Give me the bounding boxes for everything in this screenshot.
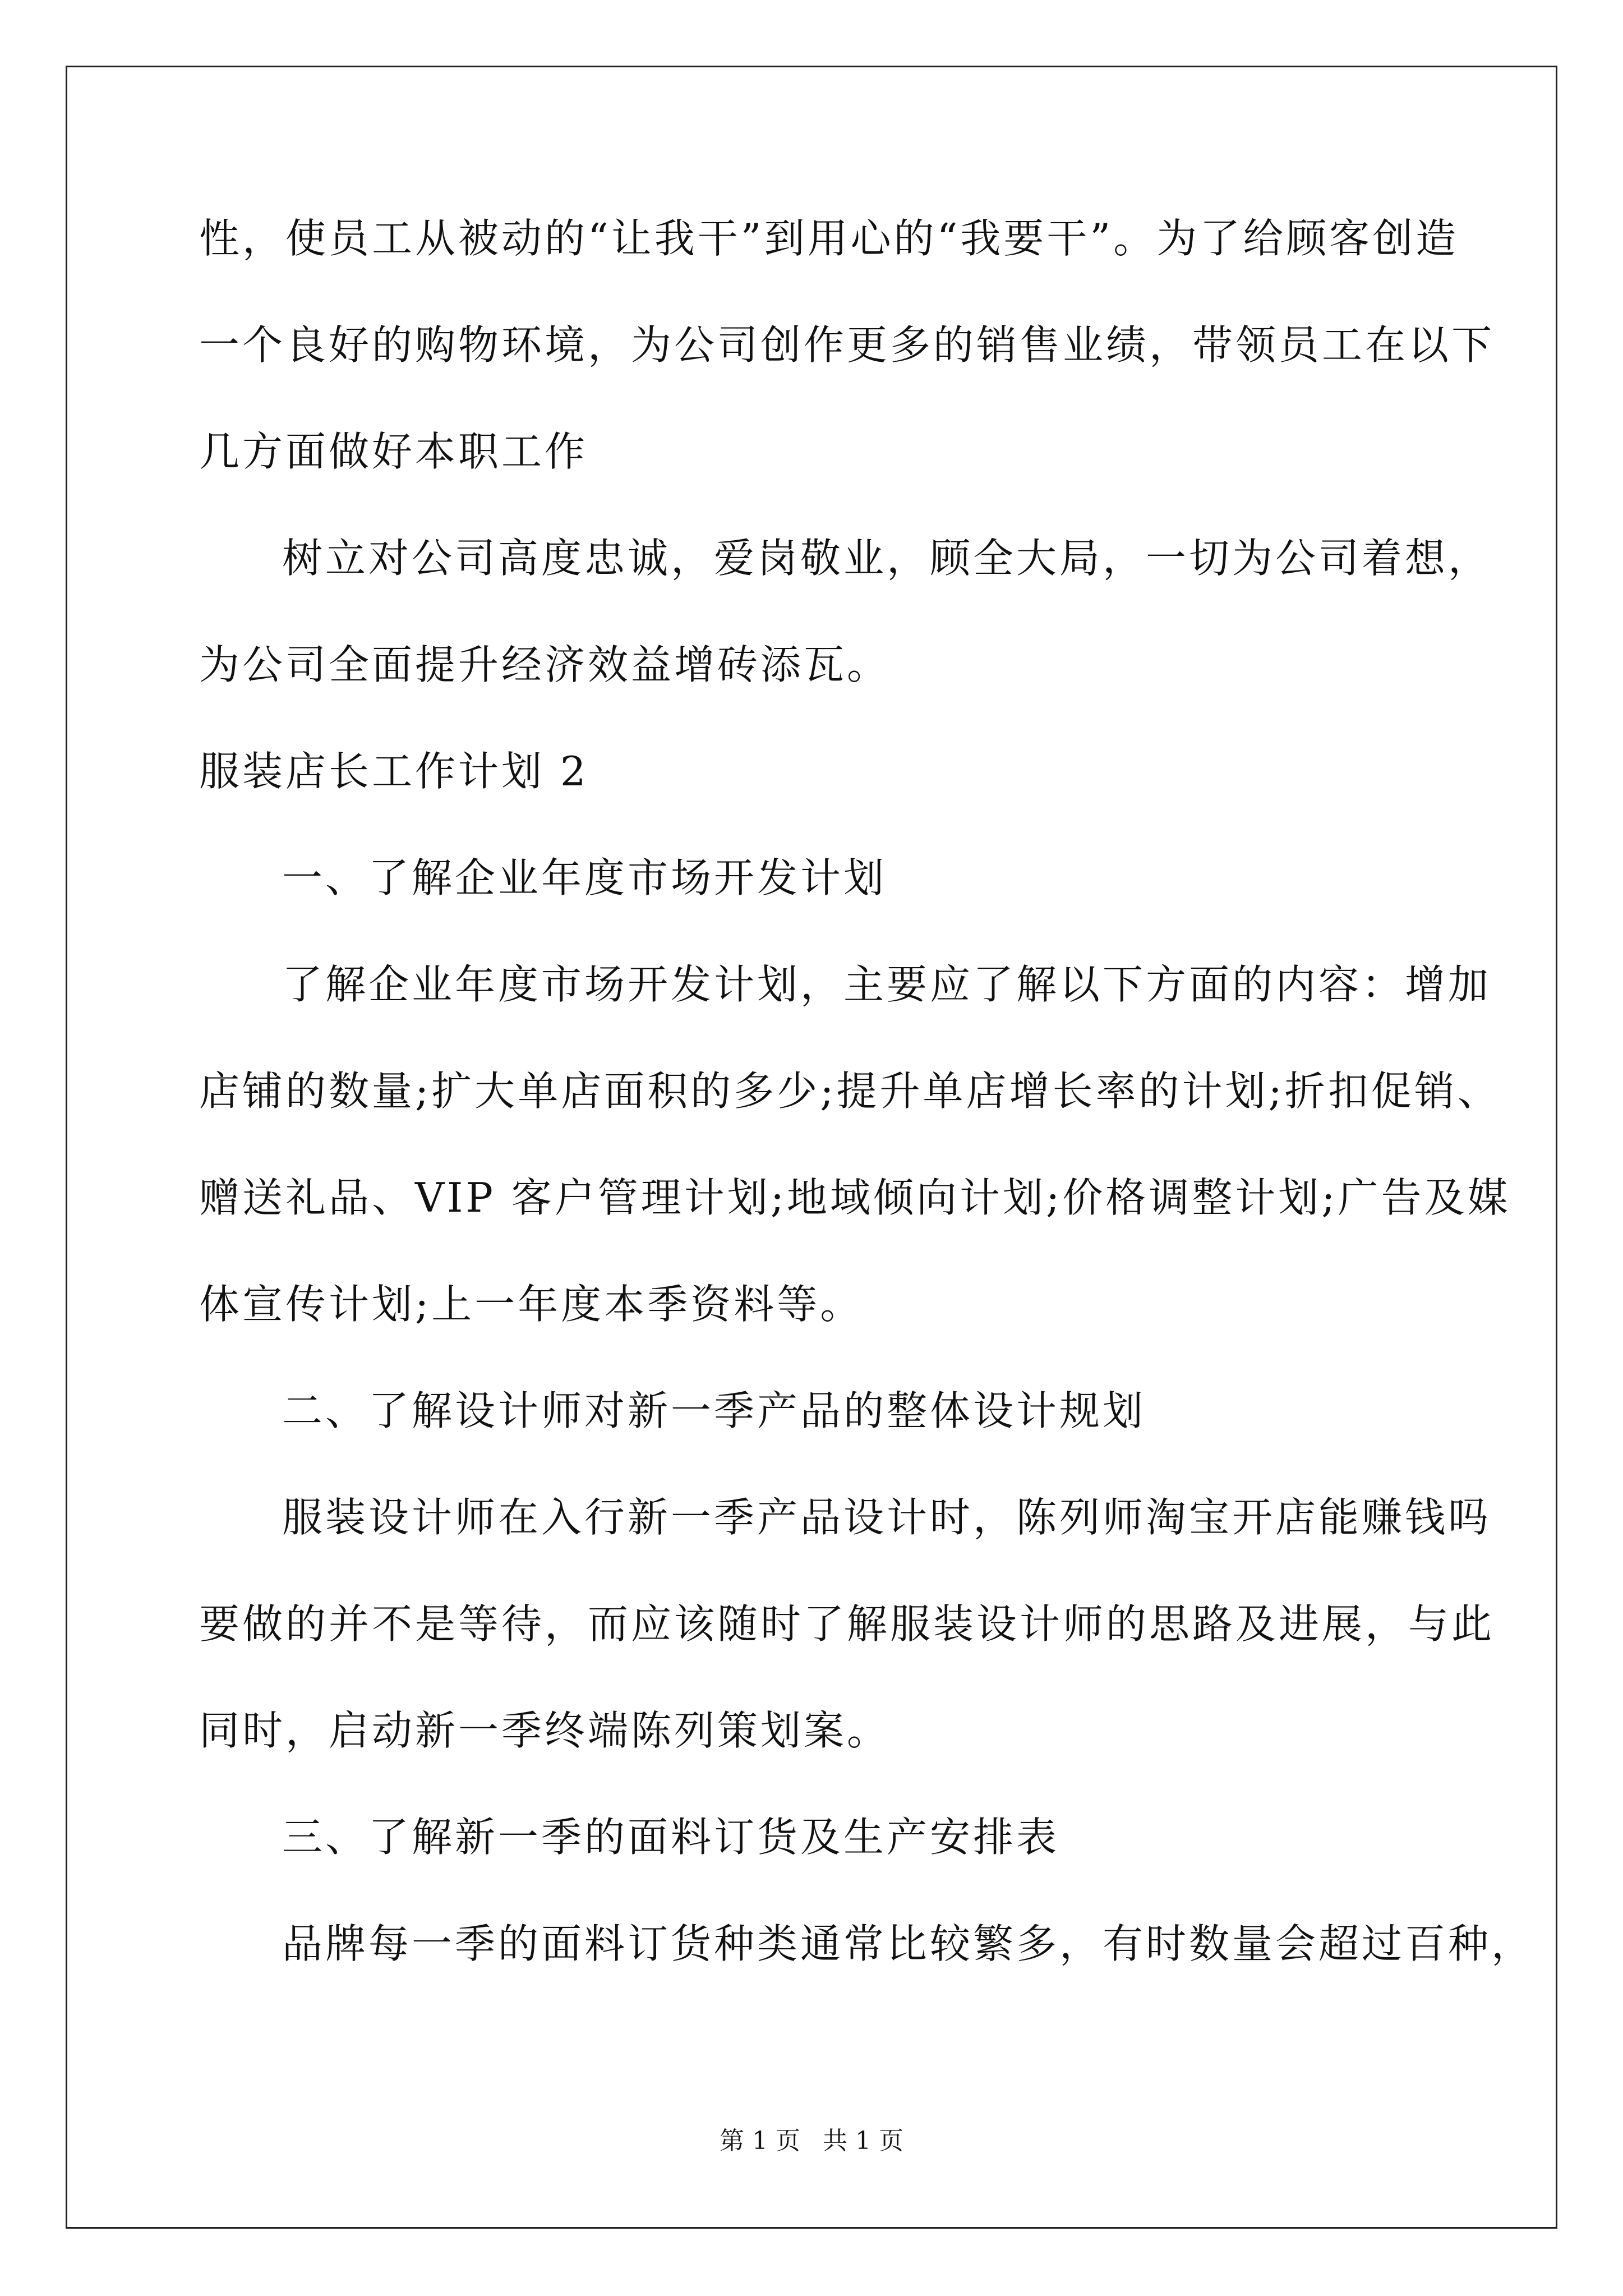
text-line: 服装设计师在入行新一季产品设计时，陈列师淘宝开店能赚钱吗 [282,1494,1492,1541]
text-line: 同时，启动新一季终端陈列策划案。 [199,1707,891,1754]
text-line: 了解企业年度市场开发计划，主要应了解以下方面的内容：增加 [282,961,1492,1008]
section-heading: 一、了解企业年度市场开发计划 [282,854,887,901]
section-title: 服装店长工作计划 2 [199,748,589,795]
text-line: 赠送礼品、VIP 客户管理计划;地域倾向计划;价格调整计划;广告及媒 [199,1174,1511,1221]
section-heading: 三、了解新一季的面料订货及生产安排表 [282,1814,1060,1861]
text-line: 要做的并不是等待，而应该随时了解服装设计师的思路及进展，与此 [199,1600,1495,1648]
page-footer [0,2120,1623,2156]
text-line: 几方面做好本职工作 [199,428,588,475]
page-number: 第 1 页 [720,2127,800,2155]
text-line: 一个良好的购物环境，为公司创作更多的销售业绩，带领员工在以下 [199,321,1495,369]
text-line: 体宣传计划;上一年度本季资料等。 [199,1281,864,1328]
text-line: 店铺的数量;扩大单店面积的多少;提升单店增长率的计划;折扣促销、 [199,1068,1501,1115]
page-total: 共 1 页 [823,2127,903,2155]
text-line: 为公司全面提升经济效益增砖添瓦。 [199,641,891,688]
section-heading: 二、了解设计师对新一季产品的整体设计规划 [282,1387,1146,1434]
text-line: 树立对公司高度忠诚，爱岗敬业，顾全大局，一切为公司着想， [282,535,1492,582]
document-body [199,185,1535,1997]
text-line: 品牌每一季的面料订货种类通常比较繁多，有时数量会超过百种， [282,1920,1535,1967]
text-line: 性，使员工从被动的“让我干”到用心的“我要干”。为了给顾客创造 [199,215,1459,262]
